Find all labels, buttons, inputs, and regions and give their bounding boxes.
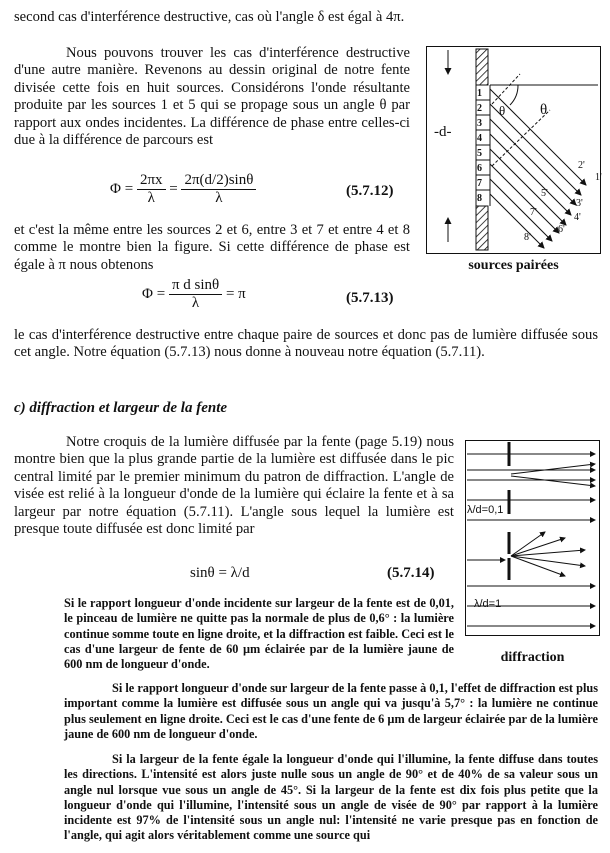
d-label: -d-: [434, 124, 452, 140]
ray-label-3: 3': [576, 198, 583, 209]
paragraph-5: Si le rapport longueur d'onde incidente sur largeur de la fente est de 0,01, le pinceau de lumière ne quitte pas la normale de plus de 0,6° : la lumière continue somme toute en ligne droite, et la diffraction est faible. Ceci est le cas d'une largeur de fente de 60 µm éclairée par de la lumière jaune de 600 nm de longueur d'onde.: [64, 596, 454, 672]
top-line: second cas d'interférence destructive, cas où l'angle δ est égal à 4π.: [14, 9, 405, 25]
theta-inner: θ: [499, 103, 506, 118]
ray-label-2: 2': [578, 160, 585, 171]
equation-5-7-12: [110, 172, 256, 207]
figure2-caption: diffraction: [500, 650, 565, 665]
eq12-fraction-2: [181, 172, 256, 207]
source-5: 5: [477, 148, 482, 159]
paragraph-2: et c'est la même entre les sources 2 et 6, entre 3 et 7 et entre 4 et 8 comme le montre bien la figure. Si cette différence de phase est égale à π nous obtenons: [14, 222, 410, 273]
paragraph-6: Si le rapport longueur d'onde sur largeur de la fente passe à 0,1, l'effet de diffraction est plus important comme la lumière est diffusée sous un angle qui va jusqu'à 5,7° : la lumière ne continue plus seulement en ligne droite. Ceci est le cas d'une fente de 6 µm de largeur éclairée par de la lumière jaune de 600 nm de longueur d'onde.: [64, 681, 598, 741]
paragraph-4: Notre croquis de la lumière diffusée par la fente (page 5.19) nous montre bien que la plus grande partie de la lumière est diffusée dans le pic central limité par le premier minimum du patron de diffraction. L'angle de visée est relié à la longueur d'onde de la lumière qui éclaire la fente et à sa largeur par notre équation (5.7.11). L'angle sous lequel la lumière est presque toute diffusée est donc limité par: [14, 434, 454, 538]
paragraph-7: Si la largeur de la fente égale la longueur d'onde qui l'illumine, la fente diffuse dans toutes les directions. L'intensité est alors juste nulle sous un angle de 90° et de 40% de sa valeur sous un angle nul lorsque vue sous un angle de 45°. Si la largeur de la fente est dix fois plus petite que la longueur d'onde qui l'illumine, l'intensité sous un angle de visée de 90° par rapport à la lumière incidente est 97% de l'intensité sous un angle nul: l'intensité ne varie presque pas en fonction de l'angle, qui agit alors véritablement comme une source qui: [64, 752, 598, 843]
source-2: 2: [477, 103, 482, 114]
theta-outer: θ: [540, 102, 548, 118]
eq13-number: (5.7.13): [346, 290, 394, 306]
eq12-equals: =: [169, 180, 178, 197]
section-c-title: c) diffraction et largeur de la fente: [14, 400, 228, 416]
ray-label-7: 7': [530, 207, 537, 218]
source-4: 4: [477, 133, 482, 144]
ray-label-5: 5': [541, 188, 548, 199]
label-ratio-0-1: λ/d=0,1: [467, 504, 504, 516]
eq12-num2: 2π(d/2)sinθ: [181, 172, 256, 190]
eq12-number: (5.7.12): [346, 183, 394, 199]
paragraph-3: le cas d'interférence destructive entre chaque paire de sources et donc pas de lumière diffusée sous cet angle. Notre équation (5.7.13) nous donne à nouveau notre équation (5.7.11).: [14, 327, 598, 361]
figure1-caption: sources pairées: [468, 258, 559, 273]
source-8: 8: [477, 193, 482, 204]
equation-5-7-13: [142, 277, 246, 312]
eq12-den2: λ: [215, 190, 223, 206]
eq13-num: π d sinθ: [169, 277, 222, 295]
label-ratio-1: λ/d=1: [474, 598, 502, 610]
eq13-lhs: Φ =: [142, 285, 166, 302]
eq12-lhs: Φ =: [110, 180, 134, 197]
eq13-fraction: [169, 277, 222, 312]
ray-label-8: 8': [524, 232, 531, 243]
source-6: 6: [477, 163, 482, 174]
ray-label-1: 1': [595, 172, 602, 183]
ray-label-4: 4': [574, 212, 581, 223]
ray-label-6: 6': [558, 224, 565, 235]
eq14-number: (5.7.14): [387, 565, 435, 581]
equation-5-7-14: sinθ = λ/d: [190, 565, 250, 581]
paragraph-1: Nous pouvons trouver les cas d'interférence destructive d'une autre manière. Revenons au dessin original de notre fente divisée cette fois en huit sources. Considérons l'onde résultante produite par les sources 1 et 5 qui se propage sous un angle θ par rapport aux ondes incidentes. La différence de phase entre celles-ci due à la différence de parcours est: [14, 45, 410, 149]
eq13-den: λ: [191, 295, 200, 311]
source-1: 1: [477, 88, 482, 99]
eq13-rhs: = π: [225, 285, 246, 302]
eq12-fraction-1: [137, 172, 166, 207]
source-7: 7: [477, 178, 482, 189]
source-3: 3: [477, 118, 482, 129]
eq12-num1: 2πx: [137, 172, 166, 190]
eq12-den1: λ: [147, 190, 155, 206]
